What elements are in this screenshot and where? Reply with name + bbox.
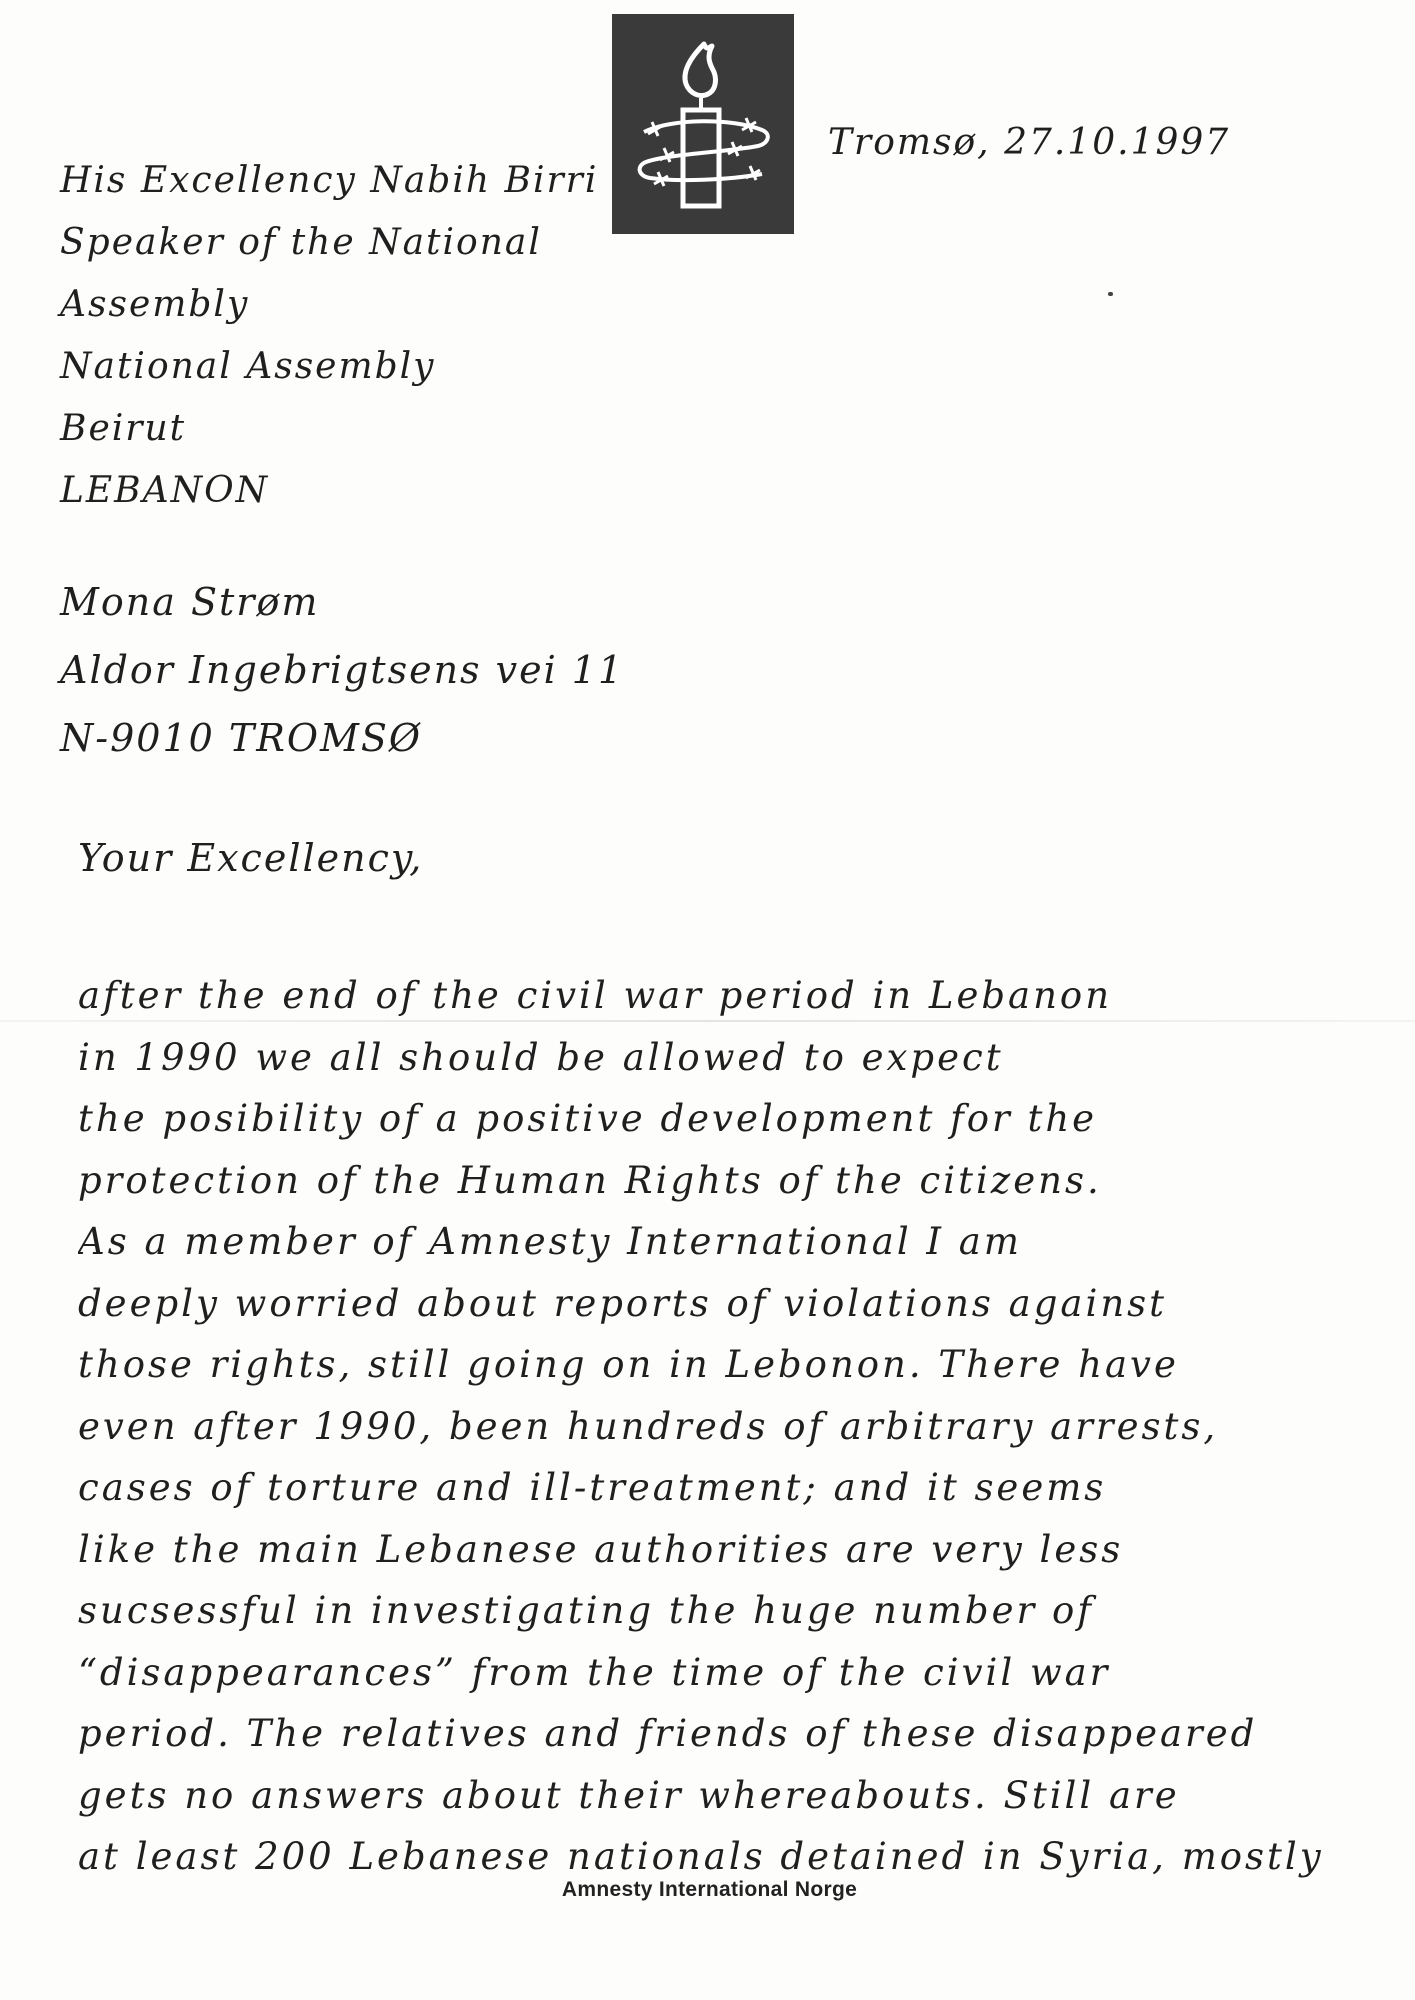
recipient-line: LEBANON (60, 470, 270, 511)
recipient-address (60, 150, 598, 522)
letter-body (78, 965, 1408, 1888)
body-line: As a member of Amnesty International I am (78, 1220, 1022, 1263)
sender-line: Aldor Ingebrigtsens vei 11 (60, 648, 625, 692)
body-line: cases of torture and ill-treatment; and it seems (78, 1466, 1107, 1509)
body-line: sucsessful in investigating the huge number of (78, 1589, 1094, 1632)
body-line: period. The relatives and friends of these disappeared (78, 1712, 1258, 1755)
recipient-line: Speaker of the National (60, 222, 542, 263)
body-line: “disappearances” from the time of the civil war (78, 1650, 1111, 1694)
amnesty-candle-barbed-wire-icon (612, 14, 794, 234)
sender-line: Mona Strøm (60, 580, 320, 624)
letter-date: Tromsø, 27.10.1997 (828, 122, 1231, 163)
organization-name: Amnesty International Norge (561, 1878, 858, 1901)
recipient-line: National Assembly (60, 346, 436, 387)
recipient-line: His Excellency Nabih Birri (60, 160, 599, 201)
body-line: the posibility of a positive development for the (78, 1097, 1098, 1140)
letterhead-footer (0, 1878, 1415, 1902)
recipient-line: Assembly (60, 284, 250, 325)
body-line: those rights, still going on in Lebonon. There have (78, 1343, 1179, 1386)
body-line: gets no answers about their whereabouts. Still are (78, 1773, 1180, 1817)
body-line: protection of the Human Rights of the citizens. (78, 1158, 1102, 1202)
paper-speck (1108, 292, 1113, 296)
body-line: like the main Lebanese authorities are very less (78, 1527, 1124, 1571)
body-line: even after 1990, been hundreds of arbitrary arrests, (78, 1404, 1219, 1448)
recipient-line: Beirut (60, 408, 187, 449)
body-line: at least 200 Lebanese nationals detained in Syria, mostly (78, 1835, 1324, 1878)
sender-address (60, 568, 624, 772)
body-line: deeply worried about reports of violations against (78, 1281, 1168, 1325)
body-line: in 1990 we all should be allowed to expect (78, 1035, 1004, 1079)
salutation: Your Excellency, (78, 836, 424, 880)
sender-line: N-9010 TROMSØ (60, 716, 423, 760)
body-line: after the end of the civil war period in Lebanon (78, 974, 1113, 1017)
